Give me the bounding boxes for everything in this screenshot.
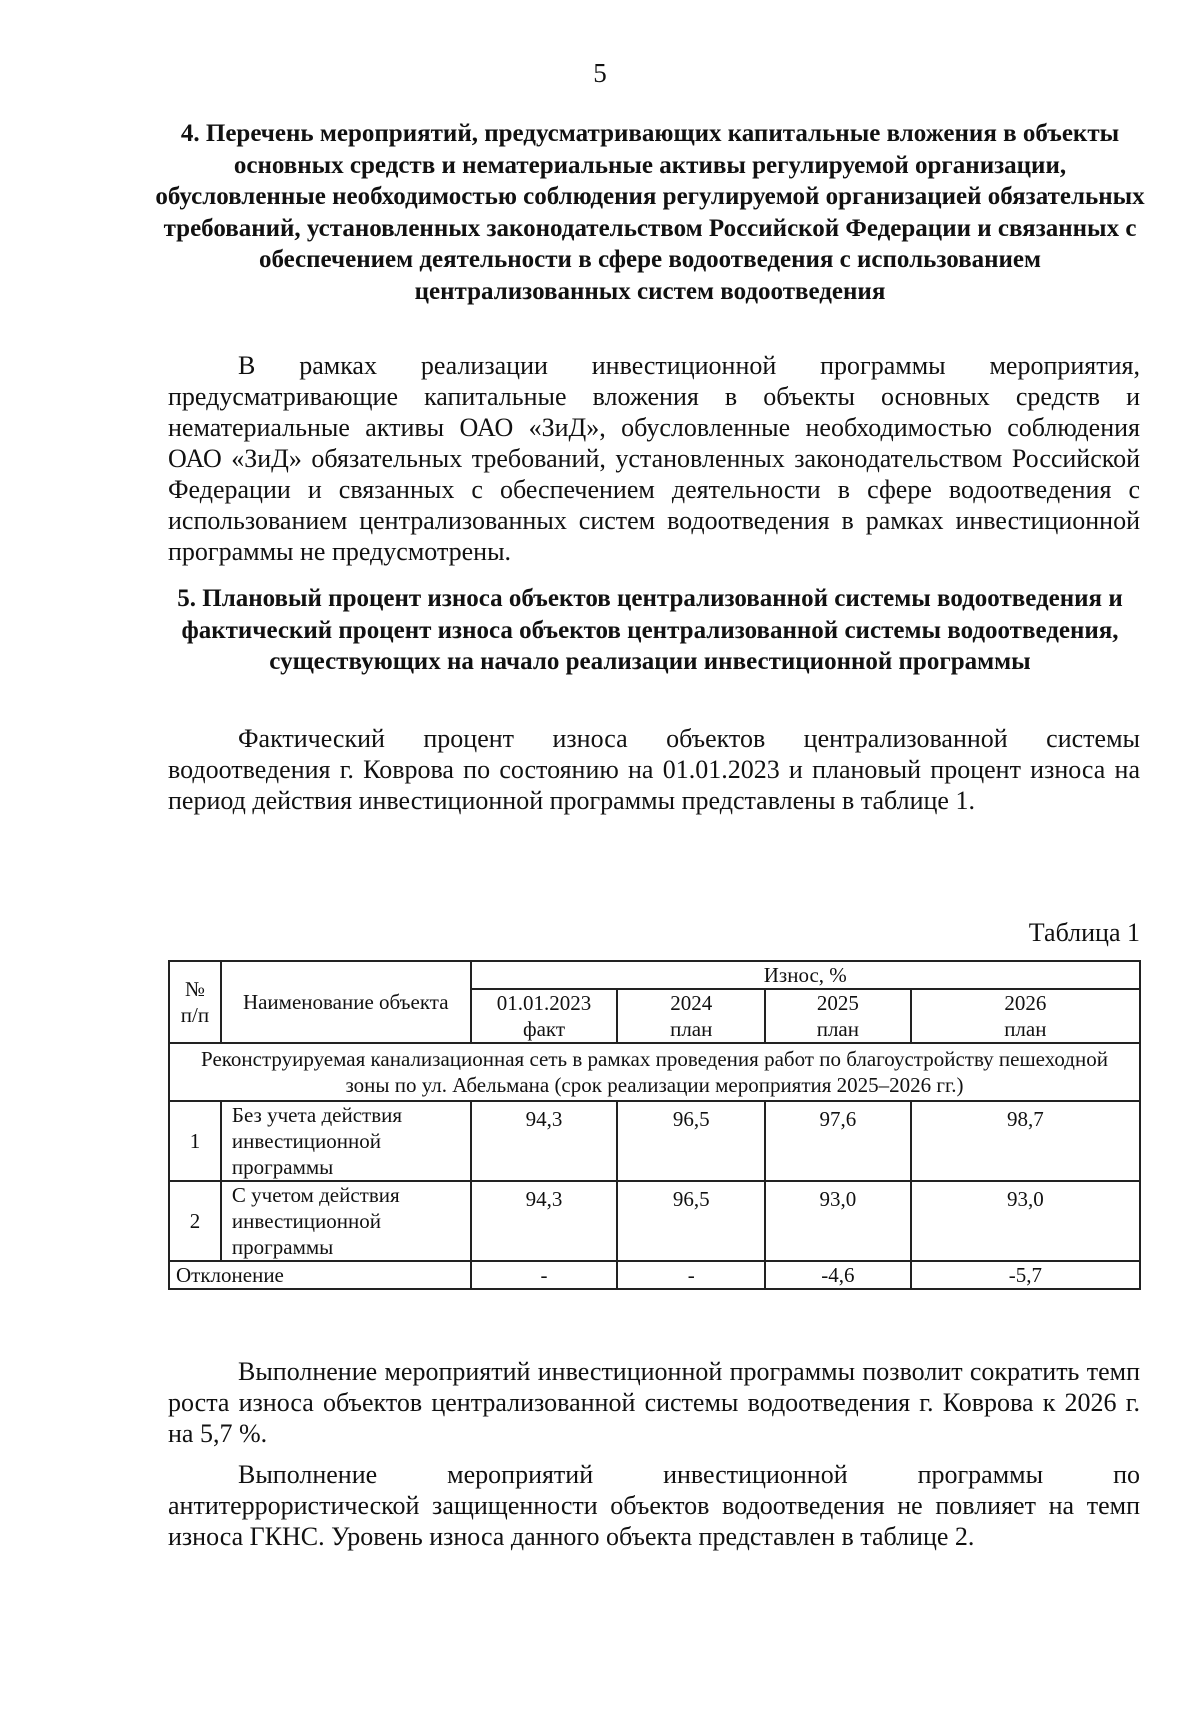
table-group-row <box>169 1043 1140 1101</box>
section-4-text: В рамках реализации инвестиционной программы мероприятия, предусматривающие капитальные вложения в объекты основных средств и нематериальные активы ОАО «ЗиД», обусловленные необходимостью соблюдения ОАО «ЗиД» обязательных требований, установленных законодательством Российской Федерации и связанных с обеспечением деятельности в сфере водоотведения с использованием централизованных систем водоотведения в рамках инвестиционной программы не предусмотрены. <box>168 351 1140 566</box>
table-header-row-1 <box>169 961 1140 989</box>
row-num: 2 <box>169 1181 221 1261</box>
row-value: 96,5 <box>617 1181 765 1261</box>
header-year: 2026 <box>1004 991 1047 1015</box>
header-kind: план <box>670 1017 713 1041</box>
header-year-cell <box>471 989 618 1043</box>
row-value: 94,3 <box>471 1181 618 1261</box>
table-row <box>169 1101 1140 1181</box>
row-name: Без учета действия инвестиционной программы <box>221 1101 471 1181</box>
page-number: 5 <box>593 58 607 88</box>
row-value: 93,0 <box>911 1181 1140 1261</box>
header-name: Наименование объекта <box>221 961 471 1043</box>
deviation-value: -5,7 <box>911 1261 1140 1289</box>
table-deviation-row <box>169 1261 1140 1289</box>
section-4-paragraph <box>168 350 1140 567</box>
conclusion-2-text: Выполнение мероприятий инвестиционной программы по антитеррористической защищенности объектов водоотведения не повлияет на темп износа ГКНС. Уровень износа данного объекта представлен в таблице 2. <box>168 1460 1140 1551</box>
row-value: 98,7 <box>911 1101 1140 1181</box>
table-1-caption: Таблица 1 <box>1028 918 1140 947</box>
conclusion-paragraph-2 <box>168 1459 1140 1552</box>
deviation-label: Отклонение <box>169 1261 471 1289</box>
row-value: 97,6 <box>765 1101 911 1181</box>
header-year-cell <box>617 989 765 1043</box>
table-row <box>169 1181 1140 1261</box>
header-year: 2025 <box>816 991 859 1015</box>
row-value: 96,5 <box>617 1101 765 1181</box>
row-value: 93,0 <box>765 1181 911 1261</box>
wear-table <box>168 960 1141 1290</box>
deviation-value: -4,6 <box>765 1261 911 1289</box>
header-year-cell <box>765 989 911 1043</box>
header-wear: Износ, % <box>471 961 1140 989</box>
section-4-heading: 4. Перечень мероприятий, предусматривающих капитальные вложения в объекты основных средств и нематериальные активы регулируемой организации, обусловленные необходимостью соблюдения регулируемой организацией обязательных требований, установленных законодательством Российской Федерации и связанных с обеспечением деятельности в сфере водоотведения с использованием централизованных систем водоотведения <box>155 120 1145 305</box>
header-num: № п/п <box>169 961 221 1043</box>
section-5-text: Фактический процент износа объектов централизованной системы водоотведения г. Коврова по состоянию на 01.01.2023 и плановый процент износа на период действия инвестиционной программы представлены в таблице 1. <box>168 724 1140 815</box>
conclusion-paragraph-1 <box>168 1356 1140 1449</box>
group-title: Реконструируемая канализационная сеть в рамках проведения работ по благоустройству пешеходной зоны по ул. Абельмана (срок реализации мероприятия 2025–2026 гг.) <box>169 1043 1140 1101</box>
row-name: С учетом действия инвестиционной программы <box>221 1181 471 1261</box>
header-kind: план <box>816 1017 859 1041</box>
row-num: 1 <box>169 1101 221 1181</box>
section-5-paragraph <box>168 723 1140 816</box>
deviation-value: - <box>617 1261 765 1289</box>
deviation-value: - <box>471 1261 618 1289</box>
conclusion-1-text: Выполнение мероприятий инвестиционной программы позволит сократить темп роста износа объектов централизованной системы водоотведения г. Коврова к 2026 г. на 5,7 %. <box>168 1357 1140 1448</box>
header-year: 01.01.2023 <box>496 991 592 1015</box>
header-year: 2024 <box>670 991 713 1015</box>
section-5-heading: 5. Плановый процент износа объектов централизованной системы водоотведения и фактический процент износа объектов централизованной системы водоотведения, существующих на начало реализации инвестиционной программы <box>177 585 1123 675</box>
header-kind: факт <box>522 1017 566 1041</box>
header-kind: план <box>1004 1017 1047 1041</box>
row-value: 94,3 <box>471 1101 618 1181</box>
header-year-cell <box>911 989 1140 1043</box>
